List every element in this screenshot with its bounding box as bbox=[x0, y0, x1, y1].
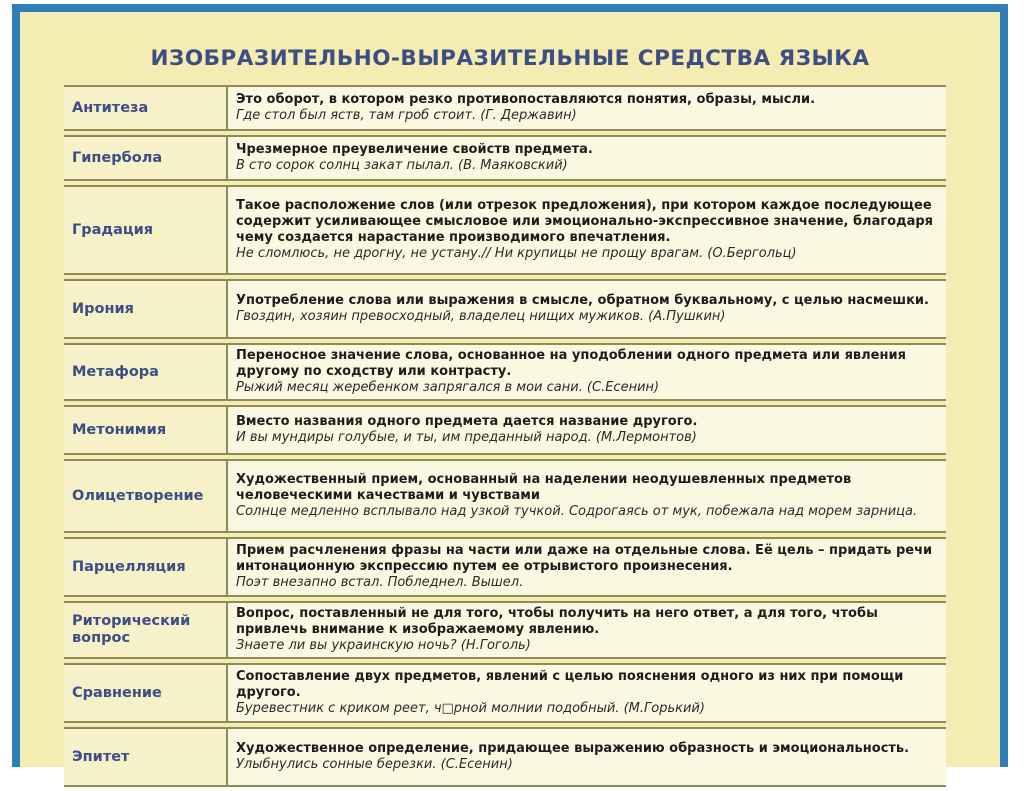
term-cell: Риторический вопрос bbox=[64, 603, 228, 657]
example-text: И вы мундиры голубые, и ты, им преданный народ. (М.Лермонтов) bbox=[236, 430, 697, 445]
example-text: Буревестник с криком реет, ч□рной молнии подобный. (М.Горький) bbox=[236, 701, 705, 716]
term-cell: Гипербола bbox=[64, 137, 228, 179]
definition-text: Вместо названия одного предмета дается название другого. bbox=[236, 414, 698, 429]
table-row bbox=[64, 459, 946, 533]
definition-text: Такое расположение слов (или отрезок предложения), при котором каждое последующее содержит усиливающее смысловое или эмоционально-экспрессивное значение, благодаря чему создается нарастание производимого впечатления. bbox=[236, 198, 933, 245]
definition-text: Художественное определение, придающее выражению образность и эмоциональность. bbox=[236, 741, 910, 756]
terms-table bbox=[64, 85, 946, 791]
definition-text: Переносное значение слова, основанное на уподоблении одного предмета или явления другому по сходству или контрасту. bbox=[236, 348, 906, 379]
term-cell: Метафора bbox=[64, 345, 228, 399]
table-row bbox=[64, 663, 946, 723]
example-text: Солнце медленно всплывало над узкой тучкой. Содрогаясь от мук, побежала над морем зарница. bbox=[236, 504, 918, 519]
description-cell bbox=[228, 87, 946, 129]
table-row bbox=[64, 279, 946, 339]
description-cell bbox=[228, 729, 946, 785]
example-text: Знаете ли вы украинскую ночь? (Н.Гоголь) bbox=[236, 638, 531, 653]
term-cell: Градация bbox=[64, 187, 228, 273]
example-text: В сто сорок солнц закат пылал. (В. Маяковский) bbox=[236, 158, 568, 173]
example-text: Гвоздин, хозяин превосходный, владелец нищих мужиков. (А.Пушкин) bbox=[236, 309, 726, 324]
definition-text: Прием расчленения фразы на части или даже на отдельные слова. Её цель – придать речи интонационную экспрессию путем ее отрывистого произнесения. bbox=[236, 543, 933, 574]
table-row bbox=[64, 405, 946, 455]
term-cell: Парцелляция bbox=[64, 539, 228, 595]
definition-text: Сопоставление двух предметов, явлений с целью пояснения одного из них при помощи другого. bbox=[236, 669, 904, 700]
table-row bbox=[64, 185, 946, 275]
term-cell: Антитеза bbox=[64, 87, 228, 129]
description-cell bbox=[228, 281, 946, 337]
table-row bbox=[64, 343, 946, 401]
description-cell bbox=[228, 461, 946, 531]
description-cell bbox=[228, 665, 946, 721]
term-cell: Ирония bbox=[64, 281, 228, 337]
example-text: Поэт внезапно встал. Побледнел. Вышел. bbox=[236, 575, 524, 590]
definition-text: Употребление слова или выражения в смысле, обратном буквальному, с целью насмешки. bbox=[236, 293, 929, 308]
table-row bbox=[64, 727, 946, 787]
table-row bbox=[64, 601, 946, 659]
definition-text: Чрезмерное преувеличение свойств предмета. bbox=[236, 142, 593, 157]
table-row bbox=[64, 135, 946, 181]
term-cell: Олицетворение bbox=[64, 461, 228, 531]
example-text: Улыбнулись сонные березки. (С.Есенин) bbox=[236, 757, 513, 772]
example-text: Не сломлюсь, не дрогну, не устану.// Ни крупицы не прощу врагам. (О.Бергольц) bbox=[236, 246, 797, 261]
term-cell: Эпитет bbox=[64, 729, 228, 785]
description-cell bbox=[228, 539, 946, 595]
description-cell bbox=[228, 407, 946, 453]
page-title: ИЗОБРАЗИТЕЛЬНО-ВЫРАЗИТЕЛЬНЫЕ СРЕДСТВА ЯЗЫКА bbox=[150, 46, 870, 71]
description-cell bbox=[228, 345, 946, 399]
table-row bbox=[64, 85, 946, 131]
term-cell: Метонимия bbox=[64, 407, 228, 453]
definition-text: Вопрос, поставленный не для того, чтобы получить на него ответ, а для того, чтобы привлечь внимание к изображаемому явлению. bbox=[236, 606, 878, 637]
table-row bbox=[64, 537, 946, 597]
definition-text: Это оборот, в котором резко противопоставляются понятия, образы, мысли. bbox=[236, 92, 816, 107]
example-text: Рыжий месяц жеребенком запрягался в мои сани. (С.Есенин) bbox=[236, 380, 660, 395]
example-text: Где стол был яств, там гроб стоит. (Г. Державин) bbox=[236, 108, 577, 123]
definition-text: Художественный прием, основанный на наделении неодушевленных предметов человеческими качествами и чувствами bbox=[236, 472, 852, 503]
description-cell bbox=[228, 187, 946, 273]
description-cell bbox=[228, 603, 946, 657]
term-cell: Сравнение bbox=[64, 665, 228, 721]
description-cell bbox=[228, 137, 946, 179]
